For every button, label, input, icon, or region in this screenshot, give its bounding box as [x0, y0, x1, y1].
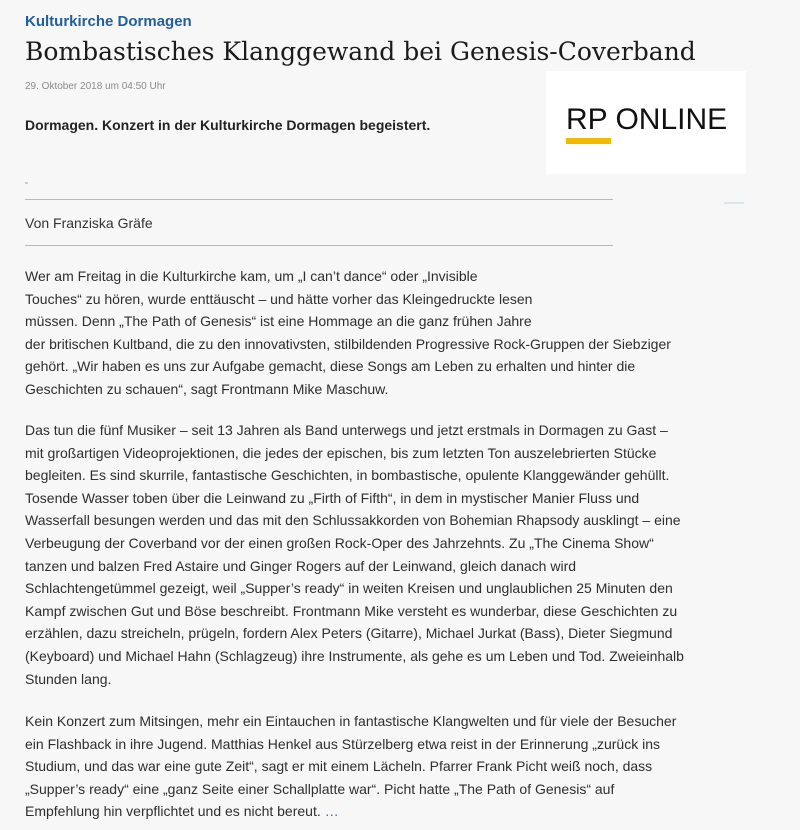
paragraph-line: ein Flashback in ihre Jugend. Matthias Henkel aus Stürzelberg etwa reist in der Erinnerung „zurück ins [25, 735, 660, 752]
paragraph-line: Das tun die fünf Musiker – seit 13 Jahren als Band unterwegs und jetzt erstmals in Dormagen zu Gast – [25, 422, 668, 438]
paragraph-last-line [25, 800, 785, 823]
article-paragraph-1 [25, 265, 785, 401]
article-paragraph-3 [25, 710, 785, 823]
article-dateline: 29. Oktober 2018 um 04:50 Uhr [25, 81, 166, 92]
paragraph-line: Studium, und das war eine gute Zeit“, sagt er mit einem Lächeln. Pfarrer Frank Picht weiß noch, dass [25, 758, 653, 775]
article-paragraph-2 [25, 419, 785, 690]
paragraph-line: (Keyboard) und Michael Hahn (Schlagzeug) ihre Instrumente, als gehe es um Leben und Tod. Zweieinhalb [25, 647, 684, 664]
paragraph-line: Geschichten zu schauen“, sagt Frontmann Mike Maschuw. [25, 380, 389, 397]
paragraph-line: der britischen Kultband, die zu den innovativsten, stilbildenden Progressive Rock-Gruppen der Siebziger [25, 335, 671, 352]
paragraph-line: Stunden lang. [25, 670, 112, 687]
paragraph-line: Wer am Freitag in die Kulturkirche kam, um „I can’t dance“ oder „Invisible [25, 268, 478, 284]
logo-wordmark: RP ONLINE [566, 103, 728, 136]
paragraph-line: erzählen, dazu streicheln, prügeln, fordern Alex Peters (Gitarre), Michael Jurkat (Bass), Dieter Siegmund [25, 625, 673, 642]
read-more-link[interactable]: … [324, 803, 339, 820]
paragraph-line: „Supper’s ready“ eine „ganz Seite einer Schallplatte war“. Picht hatte „The Path of Genesis“ auf [25, 780, 615, 797]
paragraph-line: Wasserfall besungen werden und das mit den Schlussakkorden von Bohemian Rhapsody ausklingt – eine [25, 512, 681, 529]
paragraph-line: Verbeugung der Coverband vor der einen großen Rock-Oper des Jahrzehnts. Zu „The Cinema Show“ [25, 534, 654, 551]
paragraph-line: mit großartigen Videoprojektionen, die jedes der epischen, bis zum letzten Ton auszelebrierten Stücke [25, 444, 657, 461]
paragraph-line: tanzen und balzen Fred Astaire und Ginger Rogers auf der Leinwand, gleich danach wird [25, 557, 577, 574]
paragraph-line-text: Empfehlung hin verpflichtet und es nicht bereut. [25, 803, 321, 820]
logo-accent-bar [566, 138, 611, 144]
paragraph-line: müssen. Denn „The Path of Genesis“ ist eine Hommage an die ganz frühen Jahre [25, 313, 532, 330]
paragraph-line: gehört. „Wir haben es uns zur Aufgabe gemacht, diese Songs am Leben zu erhalten und hinter die [25, 358, 636, 375]
paragraph-line: Kein Konzert zum Mitsingen, mehr ein Eintauchen in fantastische Klangwelten und für viele der Besucher [25, 713, 677, 729]
paragraph-line: Schlachtengetümmel gezeigt, weil „Supper’s ready“ in weiten Kreisen und unglaublichen 25 Minuten den [25, 580, 673, 597]
divider-dot [25, 182, 28, 184]
paragraph-line: Tosende Wasser toben über die Leinwand zu „Firth of Fifth“, in dem in mystischer Manier Fluss und [25, 489, 640, 506]
article-headline: Bombastisches Klanggewand bei Genesis-Coverband [25, 37, 696, 66]
divider-dash [724, 202, 744, 204]
paragraph-line: Touches“ zu hören, wurde enttäuscht – und hätte vorher das Kleingedruckte lesen [25, 290, 533, 307]
article-lead: Dormagen. Konzert in der Kulturkirche Dormagen begeistert. [25, 117, 431, 133]
article-kicker[interactable]: Kulturkirche Dormagen [25, 13, 192, 30]
paragraph-line: Kampf zwischen Gut und Böse beschreibt. Frontmann Mike versteht es wunderbar, diese Geschichten zu [25, 602, 678, 619]
author-divider-bottom [25, 245, 613, 246]
rp-online-logo [546, 71, 746, 174]
author-divider-top [25, 199, 613, 200]
article-author: Von Franziska Gräfe [25, 215, 153, 231]
paragraph-line: begleiten. Es sind skurrile, fantastische Geschichten, in bombastische, opulente Klanggewänder gehüllt. [25, 467, 670, 484]
